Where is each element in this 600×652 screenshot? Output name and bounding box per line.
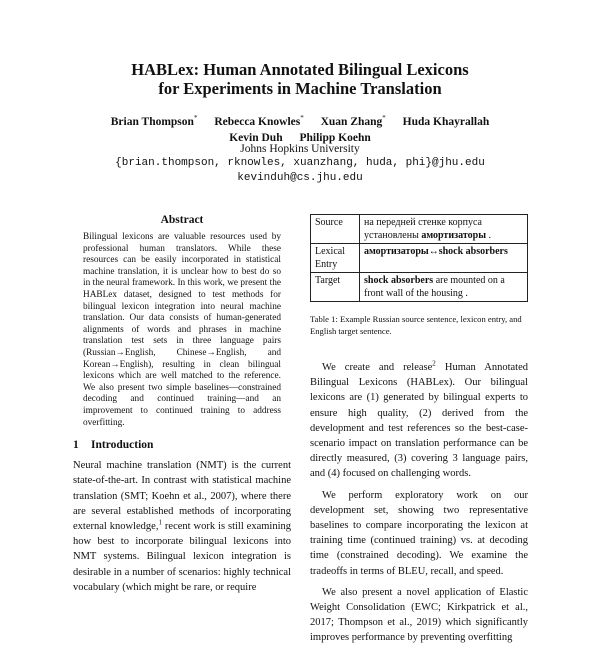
title-line-1: HABLex: Human Annotated Bilingual Lexicons <box>131 60 469 79</box>
email-line-2: kevinduh@cs.jhu.edu <box>237 172 363 184</box>
paragraph: We perform exploratory work on our development set, showing two representative baselines to compare incorporating the lexicon at training time (continued training) vs. at decoding time (constrained decoding). We examine the tradeoffs in terms of BLEU, recall, and speed. <box>310 489 528 577</box>
section-heading <box>73 439 291 451</box>
intro-text: Neural machine translation (NMT) is the current state-of-the-art. In contrast with statistical machine translation (SMT; Koehn et al., 2007), where there are several established methods of incorporating external knowledge, <box>73 460 291 532</box>
right-column <box>310 214 528 652</box>
footnote-marker: 1 <box>158 518 162 527</box>
author-name: Kevin Duh <box>229 131 283 144</box>
table-row <box>311 244 528 273</box>
paper-title <box>0 60 600 98</box>
author-list <box>0 110 600 146</box>
section-number: 1 <box>73 439 79 452</box>
intro-paragraph <box>73 458 291 595</box>
table-caption: Table 1: Example Russian source sentence, lexicon entry, and English target sentence. <box>310 314 522 336</box>
table-cell-value: shock absorbers are mounted on a front wall of the housing . <box>360 273 528 302</box>
table-cell-value: амортизаторы↔shock absorbers <box>360 244 528 273</box>
abstract-text: Bilingual lexicons are valuable resources used by professional human translators. While these resources can be easily incorporated in statistical machine translation, it is unclear how to best do so in the neural framework. In this work, we present the HABLex dataset, designed to test methods for bilingual lexicon integration into neural machine translation. Our data consists of human-generated alignments of words and phrases in machine translation test sets in three language pairs (Russian→English, Chinese→English, and Korean→English), resulting in clean bilingual lexicons which are well matched to the reference. We also present two simple baselines—constrained decoding and continued training—and an improvement to continued training to address overfitting. <box>83 232 281 428</box>
table-cell-value: на передней стенке корпуса установлены амортизаторы . <box>360 215 528 244</box>
author-emails <box>0 156 600 186</box>
author-mark: * <box>193 114 198 122</box>
paragraph: We create and release$^2$ Human Annotated Bilingual Lexicons (HABLex). Our bilingual lexicons are (1) generated by bilingual experts to ensure high quality, (2) derived from the development and test references so the best-case-scenario impact on translation performance can be directly measured, (3) covering 3 language pairs, and (4) focused on challenging words. <box>310 359 528 480</box>
email-line-1: {brian.thompson, rknowles, xuanzhang, huda, phi}@jhu.edu <box>115 157 485 169</box>
right-body-text <box>310 360 528 646</box>
footnote-marker: 2 <box>432 359 436 368</box>
example-table <box>310 214 528 302</box>
affiliation: Johns Hopkins University <box>240 143 360 155</box>
table-cell-label: Source <box>311 215 360 244</box>
abstract-heading: Abstract <box>160 214 204 226</box>
table-cell-label: Target <box>311 273 360 302</box>
intro-text-cont: recent work is still examining how best to incorporate bilingual lexicons into NMT systems. Bilingual lexicon integration is desirable in a number of scenarios: highly technical vocabulary (which might be rare, or require <box>73 520 292 593</box>
author-name: Huda Khayrallah <box>402 115 490 128</box>
title-line-2: for Experiments in Machine Translation <box>158 79 442 98</box>
author-mark: * <box>382 114 386 122</box>
author-name: Rebecca Knowles <box>214 115 301 128</box>
author-name: Brian Thompson <box>110 115 194 128</box>
paragraph: We also present a novel application of Elastic Weight Consolidation (EWC; Kirkpatrick et al., 2017; Thompson et al., 2019) which significantly improves performance by preventing overfitting <box>310 586 528 644</box>
table-row <box>311 215 528 244</box>
author-mark: * <box>300 114 304 122</box>
author-name: Philipp Koehn <box>299 131 371 144</box>
table-row <box>311 273 528 302</box>
left-column <box>73 214 291 595</box>
author-name: Xuan Zhang <box>320 115 383 128</box>
section-title: Introduction <box>91 439 154 452</box>
table-cell-label: Lexical Entry <box>311 244 360 273</box>
